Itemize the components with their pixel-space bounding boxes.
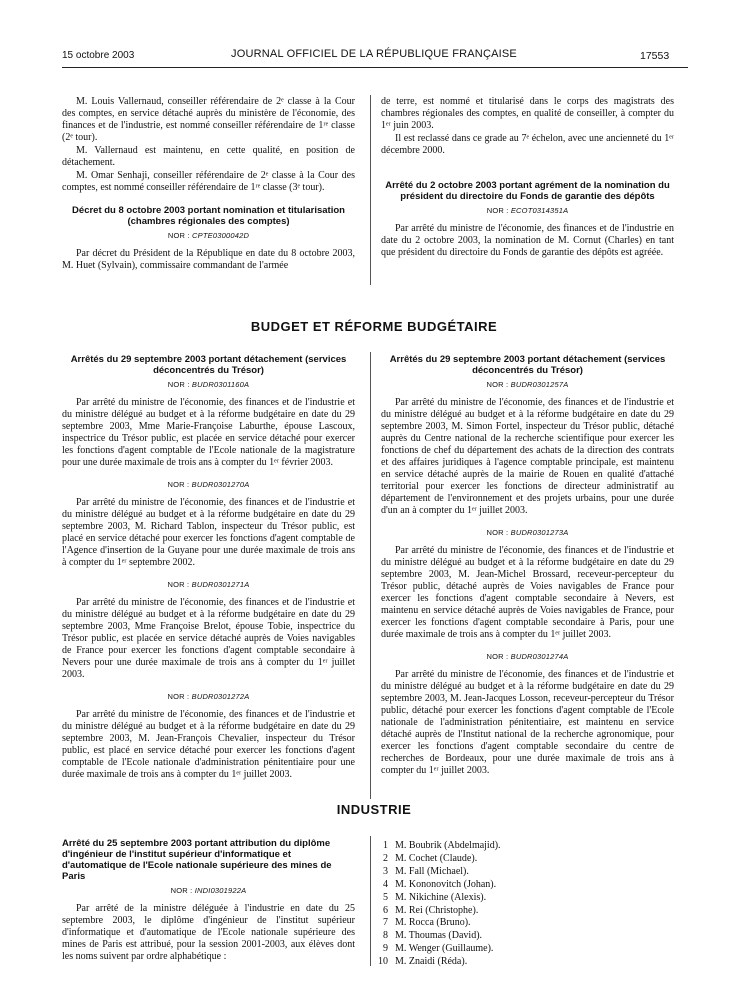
list-number: 1 bbox=[383, 840, 388, 851]
list-number: 9 bbox=[383, 943, 388, 955]
list-item bbox=[372, 892, 672, 905]
budget-right-items bbox=[381, 379, 674, 777]
student-name: M. Znaidi (Réda). bbox=[395, 956, 468, 968]
nor-label: NOR : bbox=[167, 692, 192, 701]
list-number: 5 bbox=[383, 891, 388, 903]
paragraph: Par arrêté du ministre de l'économie, des finances et de l'industrie en date du 2 octobre 2003, la nomination de M. Cornut (Charles) en tant que président du directoire du Fonds de garantie des dépôts est agréée. bbox=[381, 223, 674, 258]
top-left-column bbox=[62, 96, 355, 273]
nor-code: BUDR0301272A bbox=[191, 692, 250, 701]
budget-left-column bbox=[62, 354, 355, 782]
nor-code: BUDR0301270A bbox=[191, 480, 250, 489]
page-number: 17553 bbox=[640, 50, 670, 62]
industrie-left-column bbox=[62, 838, 355, 964]
paragraph: Il est reclassé dans ce grade au 7ᵉ échelon, avec une ancienneté du 1ᵉʳ décembre 2000. bbox=[381, 133, 674, 156]
list-item bbox=[372, 917, 672, 930]
top-right-column bbox=[381, 96, 674, 260]
journal-title: JOURNAL OFFICIEL DE LA RÉPUBLIQUE FRANÇAISE bbox=[231, 48, 517, 60]
list-item bbox=[372, 930, 672, 943]
paragraph: de terre, est nommé et titularisé dans le corps des magistrats des chambres régionales des comptes, en qualité de conseiller, à compter du 1ᵉʳ juin 2003. bbox=[381, 96, 674, 131]
paragraph: M. Vallernaud est maintenu, en cette qualité, en position de détachement. bbox=[62, 145, 355, 168]
list-item bbox=[372, 943, 672, 956]
student-name: M. Boubrik (Abdelmajid). bbox=[395, 840, 501, 851]
arrete-title: Arrêté du 2 octobre 2003 portant agrément de la nomination du président du directoire du Fonds de garantie des dépôts bbox=[385, 180, 670, 202]
column-divider bbox=[370, 95, 371, 285]
decree-title: Décret du 8 octobre 2003 portant nomination et titularisation (chambres régionales des comptes) bbox=[72, 205, 345, 227]
student-name: M. Rocca (Bruno). bbox=[395, 917, 471, 929]
paragraph: Par arrêté du ministre de l'économie, des finances et de l'industrie et du ministre délégué au budget et à la réforme budgétaire en date du 29 septembre 2003, M. Simon Fortel, inspecteur du Trésor public, détaché auprès du Centre national de la recherche scientifique pour exercer les fonctions de chef du département des achats de la direction des contrats et des affaires juridiques à l'agence comptable principale, est maintenu en service détaché auprès de la mairie de Rouen en qualité d'attaché territorial pour exercer les fonctions de directeur administratif au département de l'environnement et des projets urbains, pour une durée d'un an à compter du 1ᵉʳ juillet 2003. bbox=[381, 397, 674, 516]
student-name: M. Thoumas (David). bbox=[395, 930, 483, 942]
list-number: 8 bbox=[383, 930, 388, 942]
nor-reference bbox=[381, 527, 674, 539]
nor-label: NOR : bbox=[167, 580, 192, 589]
header-rule bbox=[62, 67, 688, 68]
student-name: M. Fall (Michael). bbox=[395, 865, 469, 877]
nor-label: NOR : bbox=[167, 380, 192, 389]
student-name: M. Nikichine (Alexis). bbox=[395, 891, 487, 903]
nor-label: NOR : bbox=[486, 380, 511, 389]
nor-label: NOR : bbox=[167, 480, 192, 489]
paragraph: Par arrêté du ministre de l'économie, des finances et de l'industrie et du ministre délégué au budget et à la réforme budgétaire en date du 29 septembre 2003, M. Richard Tablon, inspecteur du Trésor public, est placé en service détaché pour exercer les fonctions d'agent comptable de l'Agence d'insertion de la Guyane pour une durée maximale de trois ans à compter du 1ᵉʳ septembre 2002. bbox=[62, 497, 355, 568]
student-name: M. Cochet (Claude). bbox=[395, 852, 478, 864]
list-number: 7 bbox=[383, 917, 388, 929]
list-number: 6 bbox=[383, 904, 388, 916]
paragraph: Par arrêté du ministre de l'économie, des finances et de l'industrie et du ministre délégué au budget et à la réforme budgétaire en date du 29 septembre 2003, M. Jean-Michel Brossard, receveur-percepteur du Trésor public, détaché auprès de Voies navigables de France pour exercer les fonctions d'agent comptable secondaire à Nevers, est maintenu en service détaché auprès de Voies navigables de France, pour exercer les fonctions d'agent comptable secondaire à Paris, pour une durée maximale de trois ans à compter du 1ᵉʳ juillet 2003. bbox=[381, 545, 674, 640]
paragraph: Par arrêté de la ministre déléguée à l'industrie en date du 25 septembre 2003, le diplôme d'ingénieur de l'institut supérieur d'informatique et d'automatique de l'Ecole nationale supérieure des mines de Paris est attribué, pour la session 2001-2003, aux élèves dont les noms suivent par ordre alphabétique : bbox=[62, 903, 355, 962]
paragraph: M. Louis Vallernaud, conseiller référendaire de 2ᵉ classe à la Cour des comptes, en service détaché auprès du ministère de l'économie, des finances et de l'industrie, est nommé conseiller référendaire de 1ʳᵉ classe (2ᵉ tour). bbox=[62, 96, 355, 143]
paragraph: Par arrêté du ministre de l'économie, des finances et de l'industrie et du ministre délégué au budget et à la réforme budgétaire en date du 29 septembre 2003, M. Jean-Jacques Losson, receveur-percepteur du Trésor public, détaché pour exercer les fonctions d'agent comptable de l'Ecole nationale de l'administration pénitentiaire, est maintenu en service détaché auprès de l'Institut national de la recherche agronomique, pour exercer les fonctions d'agent comptable secondaire du centre de recherches de Bordeaux, pour une durée maximale de trois ans à compter du 1ᵉʳ juillet 2003. bbox=[381, 669, 674, 776]
nor-label: NOR : bbox=[486, 652, 511, 661]
list-number: 10 bbox=[378, 956, 388, 968]
list-item bbox=[372, 956, 672, 969]
budget-left-items bbox=[62, 379, 355, 781]
nor-reference bbox=[62, 579, 355, 591]
student-name: M. Kononovitch (Johan). bbox=[395, 878, 497, 890]
paragraph: M. Omar Senhaji, conseiller référendaire de 2ᵉ classe à la Cour des comptes, est nommé conseiller référendaire de 1ʳᵉ classe (3ᵉ tour). bbox=[62, 170, 355, 193]
nor-code: BUDR0301257A bbox=[510, 380, 569, 389]
nor-code: BUDR0301160A bbox=[191, 380, 250, 389]
nor-code: BUDR0301273A bbox=[510, 528, 569, 537]
paragraph: Par décret du Président de la République en date du 8 octobre 2003, M. Huet (Sylvain), commissaire commandant de l'armée bbox=[62, 248, 355, 271]
list-item bbox=[372, 879, 672, 892]
paragraph: Par arrêté du ministre de l'économie, des finances et de l'industrie et du ministre délégué au budget et à la réforme budgétaire en date du 29 septembre 2003, Mme Marie-Françoise Laburthe, épouse Lascoux, inspectrice du Trésor public, est placée en service détaché pour exercer les fonctions d'agent comptable de l'Ecole nationale de la magistrature pour une durée maximale de trois ans à compter du 1ᵉʳ février 2003. bbox=[62, 397, 355, 468]
list-number: 2 bbox=[383, 852, 388, 864]
nor-code: BUDR0301271A bbox=[191, 580, 250, 589]
section-heading-budget: BUDGET ET RÉFORME BUDGÉTAIRE bbox=[250, 319, 498, 334]
list-number: 3 bbox=[383, 865, 388, 877]
column-divider bbox=[370, 352, 371, 799]
nor-reference: NOR : CPTE0300042D bbox=[167, 231, 250, 240]
list-item bbox=[372, 866, 672, 879]
arrete-title: Arrêtés du 29 septembre 2003 portant détachement (services déconcentrés du Trésor) bbox=[389, 354, 666, 376]
nor-reference: NOR : INDI0301922A bbox=[170, 886, 247, 895]
student-name: M. Rei (Christophe). bbox=[395, 904, 479, 916]
names-list bbox=[372, 840, 672, 969]
nor-code: BUDR0301274A bbox=[510, 652, 569, 661]
list-item bbox=[372, 905, 672, 918]
list-item bbox=[372, 840, 672, 853]
header-date: 15 octobre 2003 bbox=[62, 50, 135, 61]
nor-reference bbox=[381, 379, 674, 391]
nor-label: NOR : bbox=[486, 528, 511, 537]
column-divider bbox=[370, 836, 371, 966]
list-number: 4 bbox=[383, 878, 388, 890]
nor-reference bbox=[381, 651, 674, 663]
nor-reference bbox=[62, 479, 355, 491]
nor-reference bbox=[62, 691, 355, 703]
arrete-title: Arrêté du 25 septembre 2003 portant attribution du diplôme d'ingénieur de l'institut supérieur d'informatique et d'automatique de l'Ecole nationale supérieure des mines de Paris bbox=[62, 838, 332, 882]
nor-reference: NOR : ECOT0314351A bbox=[486, 206, 569, 215]
student-name: M. Wenger (Guillaume). bbox=[395, 943, 494, 955]
list-item bbox=[372, 853, 672, 866]
arrete-title: Arrêtés du 29 septembre 2003 portant détachement (services déconcentrés du Trésor) bbox=[70, 354, 347, 376]
budget-right-column bbox=[381, 354, 674, 778]
paragraph: Par arrêté du ministre de l'économie, des finances et de l'industrie et du ministre délégué au budget et à la réforme budgétaire en date du 29 septembre 2003, M. Jean-François Chevalier, inspecteur du Trésor public, est placé en service détaché pour exercer les fonctions d'agent comptable de l'Ecole nationale d'administration pénitentiaire pour une durée maximale de trois ans à compter du 1ᵉʳ juillet 2003. bbox=[62, 709, 355, 780]
paragraph: Par arrêté du ministre de l'économie, des finances et de l'industrie et du ministre délégué au budget et à la réforme budgétaire en date du 29 septembre 2003, Mme Françoise Brelot, épouse Tobie, inspectrice du Trésor public, est placée en service détaché auprès de Voies navigables de France pour exercer les fonctions d'agent comptable secondaire à Nevers pour une durée maximale de trois ans à compter du 1ᵉʳ juillet 2003. bbox=[62, 597, 355, 680]
section-heading-industrie: INDUSTRIE bbox=[336, 802, 412, 817]
nor-reference bbox=[62, 379, 355, 391]
